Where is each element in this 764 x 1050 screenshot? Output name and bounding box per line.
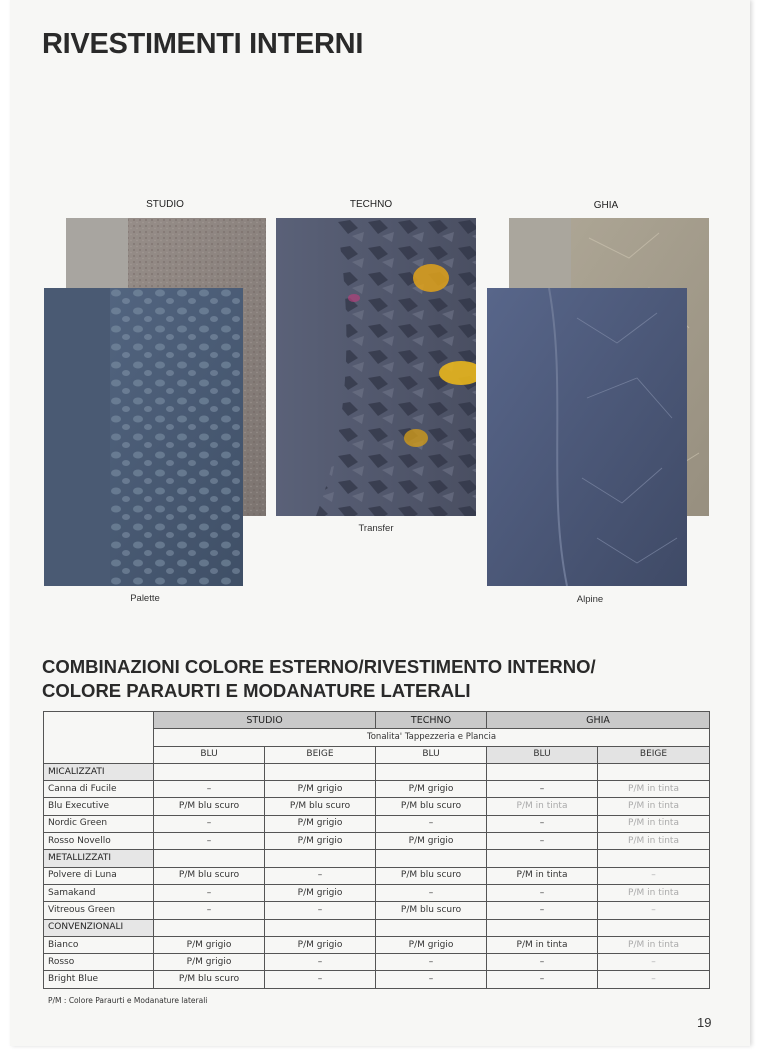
- table-row: [44, 936, 710, 953]
- combination-cell: P/M grigio: [265, 815, 376, 832]
- caption-alpine: Alpine: [576, 594, 604, 605]
- column-header-3: BLU: [487, 746, 598, 763]
- combination-cell: –: [376, 815, 487, 832]
- exterior-color-name: Bright Blue: [44, 971, 154, 988]
- table-row: [44, 781, 710, 798]
- combination-cell: –: [487, 833, 598, 850]
- combination-cell: P/M grigio: [265, 884, 376, 901]
- combination-cell: P/M blu scuro: [154, 867, 265, 884]
- empty-cell: [487, 763, 598, 780]
- combination-cell: P/M blu scuro: [265, 798, 376, 815]
- combination-cell: –: [154, 833, 265, 850]
- combination-cell: –: [487, 902, 598, 919]
- caption-palette: Palette: [130, 593, 160, 604]
- empty-cell: [598, 850, 710, 867]
- combination-cell: P/M grigio: [265, 936, 376, 953]
- combination-cell: P/M blu scuro: [154, 971, 265, 988]
- combination-cell: –: [265, 902, 376, 919]
- combination-cell: –: [376, 971, 487, 988]
- empty-cell: [265, 850, 376, 867]
- combination-cell: P/M grigio: [376, 936, 487, 953]
- combination-cell: P/M grigio: [265, 781, 376, 798]
- trim-header-techno: TECHNO: [376, 712, 487, 729]
- combination-cell: –: [487, 815, 598, 832]
- combination-cell: P/M in tinta: [598, 781, 710, 798]
- table-row: [44, 798, 710, 815]
- combination-cell: P/M blu scuro: [376, 867, 487, 884]
- combination-cell: –: [598, 954, 710, 971]
- combination-cell: –: [154, 884, 265, 901]
- table-footnote: P/M : Colore Paraurti e Modanature laterali: [48, 996, 208, 1005]
- combination-cell: P/M grigio: [265, 833, 376, 850]
- combination-cell: –: [598, 867, 710, 884]
- combination-cell: –: [265, 954, 376, 971]
- column-header-2: BLU: [376, 746, 487, 763]
- combination-cell: P/M blu scuro: [376, 798, 487, 815]
- combination-cell: –: [487, 971, 598, 988]
- category-label: MICALIZZATI: [44, 763, 154, 780]
- combination-cell: P/M in tinta: [487, 867, 598, 884]
- empty-cell: [265, 919, 376, 936]
- page-title: RIVESTIMENTI INTERNI: [42, 28, 364, 60]
- column-header-1: BEIGE: [265, 746, 376, 763]
- combination-cell: –: [265, 971, 376, 988]
- table-row: [44, 971, 710, 988]
- section-title: [42, 655, 702, 703]
- empty-cell: [376, 763, 487, 780]
- table-row: [44, 867, 710, 884]
- empty-cell: [598, 919, 710, 936]
- table-row: [44, 954, 710, 971]
- category-row: [44, 763, 710, 780]
- table-row: [44, 815, 710, 832]
- combination-cell: –: [487, 884, 598, 901]
- table-row: [44, 902, 710, 919]
- table-row: [44, 833, 710, 850]
- empty-cell: [376, 850, 487, 867]
- fabric-label-techno: TECHNO: [349, 199, 393, 210]
- combination-cell: –: [265, 867, 376, 884]
- fabric-label-ghia: GHIA: [593, 200, 619, 211]
- color-combination-table: [43, 711, 710, 989]
- combination-cell: P/M in tinta: [598, 798, 710, 815]
- trim-header-studio: STUDIO: [154, 712, 376, 729]
- combination-cell: –: [376, 884, 487, 901]
- trim-header-ghia: GHIA: [487, 712, 710, 729]
- combination-cell: –: [154, 902, 265, 919]
- empty-cell: [598, 763, 710, 780]
- exterior-color-name: Vitreous Green: [44, 902, 154, 919]
- table-body: [44, 763, 710, 988]
- combination-cell: P/M in tinta: [598, 884, 710, 901]
- exterior-color-name: Polvere di Luna: [44, 867, 154, 884]
- section-title-line-1: COMBINAZIONI COLORE ESTERNO/RIVESTIMENTO INTERNO/: [42, 656, 596, 677]
- empty-cell: [154, 763, 265, 780]
- combination-cell: P/M in tinta: [598, 936, 710, 953]
- page-number: 19: [697, 1015, 712, 1030]
- column-header-0: BLU: [154, 746, 265, 763]
- exterior-color-name: Canna di Fucile: [44, 781, 154, 798]
- empty-cell: [265, 763, 376, 780]
- empty-cell: [376, 919, 487, 936]
- caption-transfer: Transfer: [358, 523, 394, 534]
- column-header-4: BEIGE: [598, 746, 710, 763]
- combination-cell: –: [598, 902, 710, 919]
- combination-cell: P/M grigio: [376, 781, 487, 798]
- ghia-front-fabric-swatch: [487, 288, 687, 586]
- empty-cell: [487, 850, 598, 867]
- combination-cell: P/M grigio: [154, 954, 265, 971]
- category-label: METALLIZZATI: [44, 850, 154, 867]
- combination-cell: P/M grigio: [376, 833, 487, 850]
- category-label: CONVENZIONALI: [44, 919, 154, 936]
- combination-cell: P/M blu scuro: [376, 902, 487, 919]
- category-row: [44, 919, 710, 936]
- section-title-line-2: COLORE PARAURTI E MODANATURE LATERALI: [42, 680, 471, 701]
- fabric-label-studio: STUDIO: [146, 199, 184, 210]
- exterior-color-name: Bianco: [44, 936, 154, 953]
- combination-cell: P/M in tinta: [598, 833, 710, 850]
- combination-cell: P/M in tinta: [487, 936, 598, 953]
- studio-front-fabric-swatch: [44, 288, 243, 586]
- combination-cell: P/M blu scuro: [154, 798, 265, 815]
- combination-cell: P/M in tinta: [598, 815, 710, 832]
- combination-cell: –: [487, 954, 598, 971]
- techno-fabric-swatch: [276, 218, 476, 516]
- exterior-color-name: Rosso: [44, 954, 154, 971]
- combination-cell: –: [376, 954, 487, 971]
- combination-cell: –: [154, 781, 265, 798]
- exterior-color-name: Blu Executive: [44, 798, 154, 815]
- category-row: [44, 850, 710, 867]
- combination-cell: –: [598, 971, 710, 988]
- empty-cell: [487, 919, 598, 936]
- combination-cell: P/M in tinta: [487, 798, 598, 815]
- exterior-color-name: Rosso Novello: [44, 833, 154, 850]
- empty-cell: [154, 919, 265, 936]
- combination-cell: –: [154, 815, 265, 832]
- table-corner: [44, 712, 154, 764]
- combination-cell: P/M grigio: [154, 936, 265, 953]
- exterior-color-name: Samakand: [44, 884, 154, 901]
- table-row: [44, 884, 710, 901]
- exterior-color-name: Nordic Green: [44, 815, 154, 832]
- combination-cell: –: [487, 781, 598, 798]
- table-subheader: Tonalita' Tappezzeria e Plancia: [154, 729, 710, 746]
- empty-cell: [154, 850, 265, 867]
